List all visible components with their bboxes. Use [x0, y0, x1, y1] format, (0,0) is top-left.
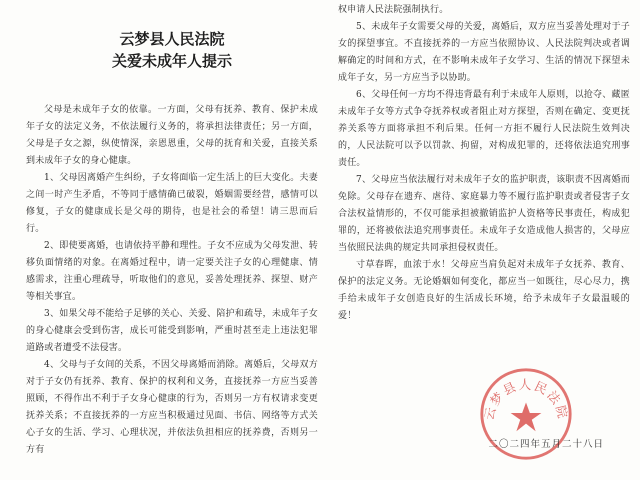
item-5-paragraph: 5、未成年子女需要父母的关爱，离婚后，双方应当妥善处理对于子女的探望事宜。不直接抚养的一方应当依照协议、人民法院判决或者调解确定的时间和方式，在不影响未成年子女学习、生活的情况下探望未成年子女，另一方应当予以协助。: [338, 22, 630, 83]
item-2-paragraph: 2、即使要离婚，也请依持平静和理性。子女不应成为父母发泄、转移负面情绪的对象。在离婚过程中，请一定要关注子女的心理健康、情感需求，注重心理疏导，听取他们的意见，妥善处理抚养、探望、财产等相关事宜。: [26, 241, 318, 302]
item-1-paragraph: 1、父母因离婚产生纠纷，子女将面临一定生活上的巨大变化。夫妻之间一时产生矛盾，不等同于感情确已破裂，婚姻需要经营，感情可以修复，子女的健康成长是父母的期待，也是社会的希望！请三思而后行。: [26, 173, 318, 234]
item-4-paragraph: 4、父母与子女间的关系，不因父母离婚而消除。离婚后，父母双方对于子女仍有抚养、教育、保护的权利和义务，直接抚养一方应当妥善照顾，不得作出不利于子女身心健康的行为，否则另一方有权请求变更抚养关系；不直接抚养的一方应当积极通过见面、书信、网络等方式关心子女的生活、学习、心理状况，并依法负担相应的抚养费，否则另一方有: [26, 360, 318, 455]
closing-paragraph: 寸草春晖，血浓于水！父母应当肩负起对未成年子女抚养、教育、保护的法定义务。无论婚姻如何变化，都应当一如既往，尽心尽力，携手给未成年子女创造良好的生活成长环境，给予未成年子女最温暖的爱！: [338, 260, 630, 321]
intro-paragraph: 父母是未成年子女的依靠。一方面，父母有抚养、教育、保护未成年子女的法定义务，不依法履行义务的，将承担法律责任；另一方面，父母是子女之源，纵使情深，亲恩恩重，父母的抚育和关爱，直接关系到未成年子女的身心健康。: [26, 105, 318, 166]
document-title-line2: 关爱未成年人提示: [111, 52, 232, 70]
item-7-paragraph: 7、父母应当依法履行对未成年子女的监护职责，该职责不因离婚而免除。父母存在遗弃、虐待、家庭暴力等不履行监护职责或者侵害子女合法权益情形的，不仅可能承担被撤销监护人资格等民事责任，构成犯罪的，还将被依法追究刑事责任。未成年子女造成他人损害的，父母应当依照民法典的规定共同承担侵权责任。: [338, 175, 630, 253]
right-column: [338, 0, 630, 325]
signature-date: 二〇二四年五月二十八日: [488, 439, 604, 450]
item-6-paragraph: 6、父母任何一方均不得违背最有利于未成年人原则，以抢夺、藏匿未成年子女等方式争夺抚养权或者阻止对方探望，否则在确定、变更抚养关系等方面将承担不利后果。任何一方拒不履行人民法院生效判决的，人民法院可以予以罚款、拘留，对构成犯罪的，还将依法追究刑事责任。: [338, 90, 630, 168]
item-3-paragraph: 3、如果父母不能给子足够的关心、关爱、陪护和疏导，未成年子女的身心健康会受到伤害，成长可能受到影响，严重时甚至走上违法犯罪道路或者遭受不法侵害。: [26, 309, 318, 353]
item-4-continuation: 权申请人民法院强制执行。: [338, 5, 449, 15]
document-title-line1: 云梦县人民法院: [119, 30, 225, 48]
left-column: [26, 0, 318, 459]
svg-text:云梦县人民法院: 云梦县人民法院: [480, 377, 572, 422]
